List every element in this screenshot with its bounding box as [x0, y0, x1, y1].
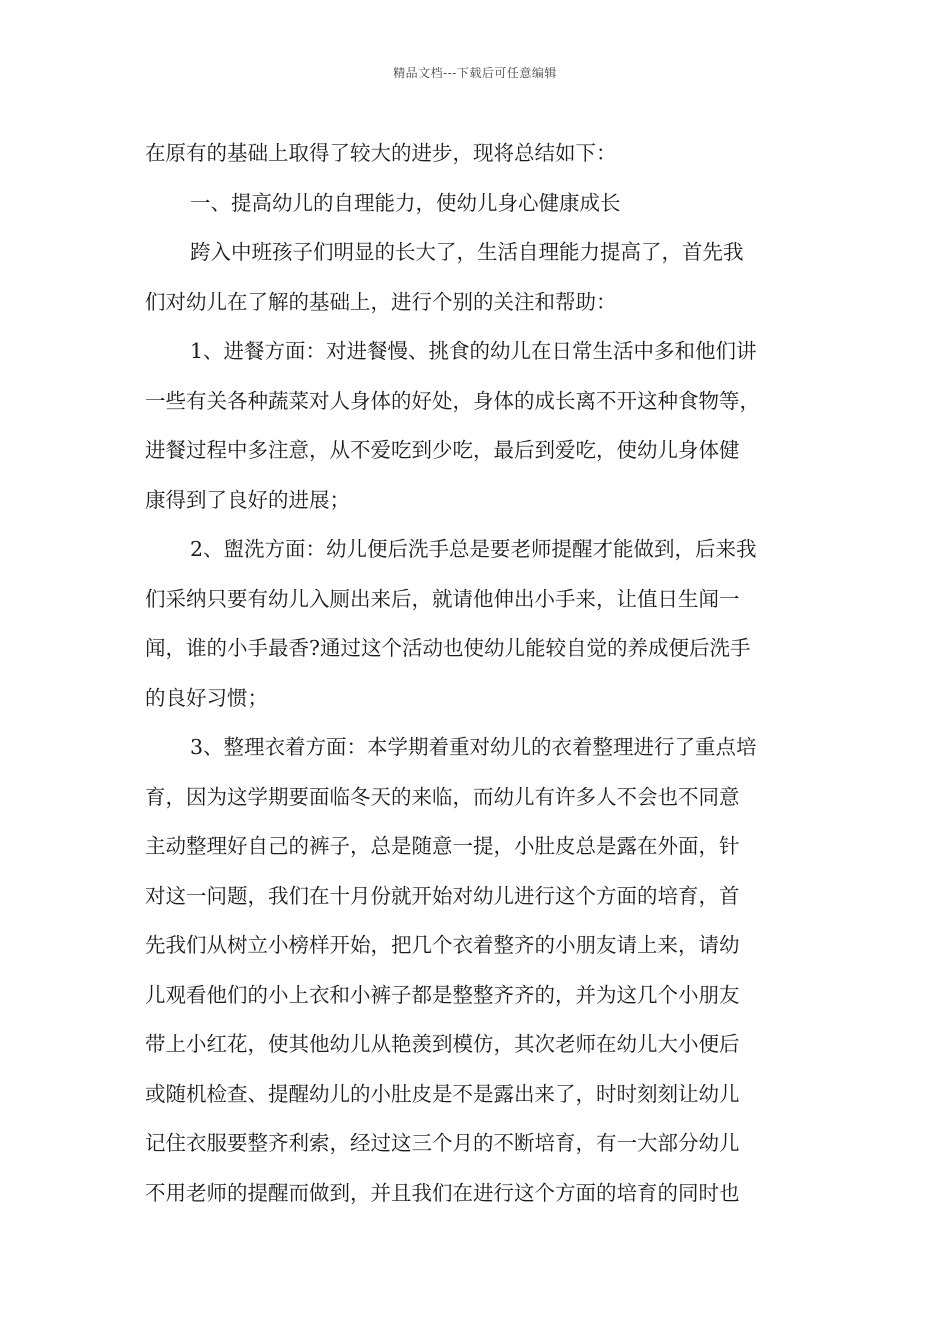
- text-line: 儿观看他们的小上衣和小裤子都是整整齐齐的，并为这几个小朋友: [145, 982, 740, 1007]
- text-line: 跨入中班孩子们明显的长大了，生活自理能力提高了，首先我: [190, 240, 744, 264]
- text-line: 康得到了良好的进展；: [145, 487, 350, 512]
- text-line: 2、盥洗方面：幼儿便后洗手总是要老师提醒才能做到，后来我: [190, 537, 757, 561]
- text-line: 育，因为这学期要面临冬天的来临，而幼儿有许多人不会也不同意: [145, 784, 740, 809]
- text-line: 记住衣服要整齐利索，经过这三个月的不断培育，有一大部分幼儿: [145, 1131, 740, 1155]
- text-line: 或随机检查、提醒幼儿的小肚皮是不是露出来了，时时刻刻让幼儿: [145, 1081, 740, 1106]
- text-line: 们对幼儿在了解的基础上，进行个别的关注和帮助：: [145, 289, 617, 314]
- text-line: 主动整理好自己的裤子，总是随意一提，小肚皮总是露在外面，针: [145, 834, 740, 858]
- text-line: 进餐过程中多注意，从不爱吃到少吃，最后到爱吃，使幼儿身体健: [145, 438, 740, 462]
- text-line: 们采纳只要有幼儿入厕出来后，就请他伸出小手来，让值日生闻一: [145, 586, 740, 611]
- text-line: 在原有的基础上取得了较大的进步，现将总结如下：: [145, 141, 617, 165]
- text-line: 的良好习惯；: [145, 685, 268, 710]
- text-line: 3、整理衣着方面：本学期着重对幼儿的衣着整理进行了重点培: [190, 735, 757, 759]
- text-line: 一、提高幼儿的自理能力，使幼儿身心健康成长: [190, 190, 621, 215]
- text-line: 闻，谁的小手最香?通过这个活动也使幼儿能较自觉的养成便后洗手: [145, 636, 751, 660]
- text-line: 不用老师的提醒而做到，并且我们在进行这个方面的培育的同时也: [145, 1180, 740, 1205]
- text-line: 先我们从树立小榜样开始，把几个衣着整齐的小朋友请上来，请幼: [145, 933, 740, 957]
- text-line: 带上小红花，使其他幼儿从艳羡到模仿，其次老师在幼儿大小便后: [145, 1032, 740, 1056]
- text-line: 一些有关各种蔬菜对人身体的好处，身体的成长离不开这种食物等，: [145, 388, 760, 413]
- document-body: [145, 133, 810, 1222]
- text-line: 1、进餐方面：对进餐慢、挑食的幼儿在日常生活中多和他们讲: [190, 339, 757, 363]
- text-line: 对这一问题，我们在十月份就开始对幼儿进行这个方面的培育，首: [145, 883, 740, 908]
- page-header: 精品文档---下载后可任意编辑: [393, 66, 557, 80]
